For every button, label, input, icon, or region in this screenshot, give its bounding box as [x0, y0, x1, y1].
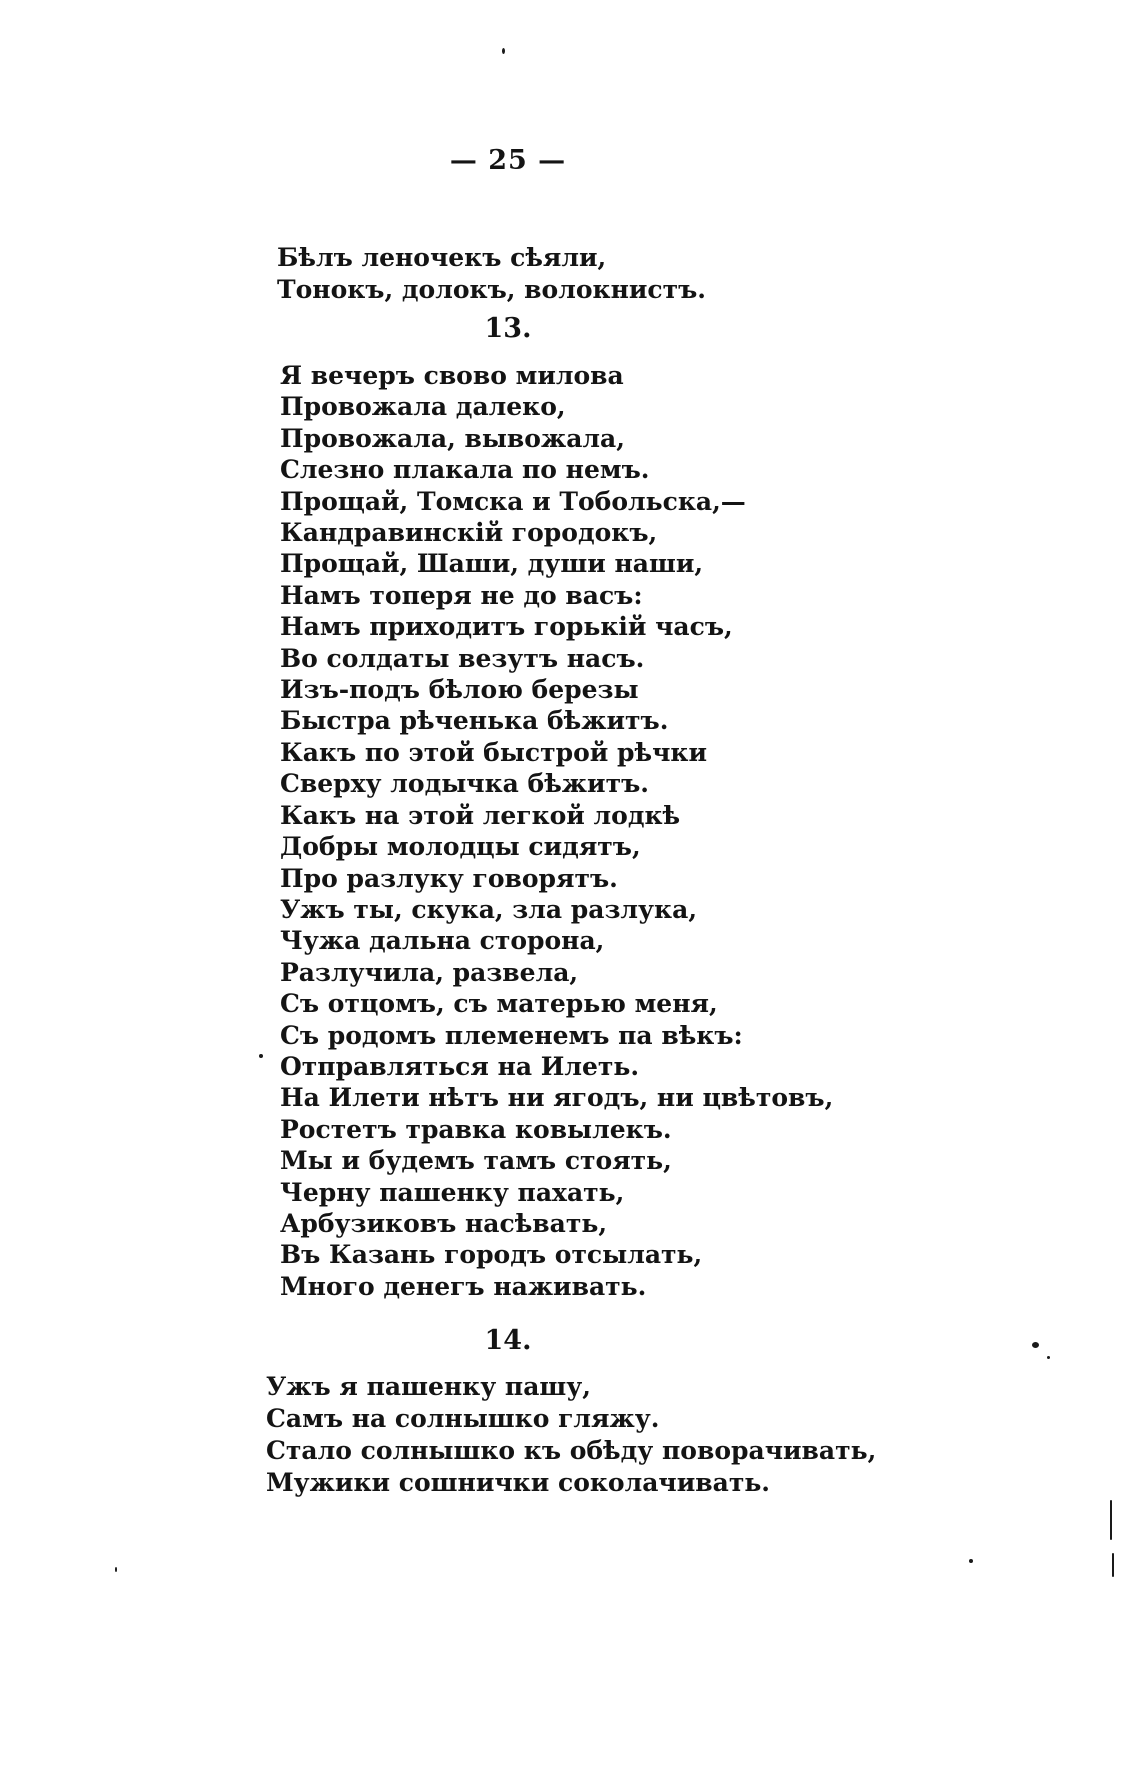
verse-line: Бѣлъ леночекъ сѣяли,: [277, 243, 607, 272]
verse-line: Какъ на этой легкой лодкѣ: [280, 800, 681, 830]
page-number: — 25 —: [449, 145, 567, 176]
verse-line: Добры молодцы сидятъ,: [280, 832, 641, 862]
scan-speck: [1110, 1500, 1112, 1540]
verse-line: Мы и будемъ тамъ стоять,: [280, 1146, 672, 1176]
verse-line: Ростетъ травка ковылекъ.: [280, 1114, 672, 1144]
verse-line: Чужа дальна сторона,: [280, 926, 605, 956]
verse-line: Про разлуку говорятъ.: [280, 863, 618, 893]
verse-line: Тонокъ, долокъ, волокнистъ.: [277, 275, 707, 304]
verse-line: Мужики сошнички соколачивать.: [266, 1468, 770, 1497]
verse-line: Прощай, Томска и Тобольска,—: [280, 486, 746, 516]
verse-line: Прощай, Шаши, души наши,: [280, 549, 704, 579]
verse-line: Много денегъ наживать.: [280, 1271, 647, 1301]
verse-line: Сверху лодычка бѣжитъ.: [280, 769, 649, 799]
verse-14: [266, 1371, 876, 1499]
scan-speck: [115, 1567, 117, 1572]
scan-speck: [259, 1054, 263, 1058]
verse-13: [280, 360, 833, 1302]
verse-line: Самъ на солнышко гляжу.: [266, 1404, 660, 1433]
verse-line: Какъ по этой быстрой рѣчки: [280, 737, 707, 767]
verse-line: Кандравинскій городокъ,: [280, 518, 658, 548]
verse-line: Провожала, вывожала,: [280, 423, 625, 453]
verse-line: Арбузиковъ насѣвать,: [280, 1208, 608, 1238]
verse-continuation: [277, 242, 706, 306]
verse-line: Быстра рѣченька бѣжитъ.: [280, 706, 669, 736]
verse-line: Разлучила, развела,: [280, 957, 579, 987]
verse-line: Отправляться на Илеть.: [280, 1051, 640, 1081]
verse-line: Намъ топеря не до васъ:: [280, 580, 643, 610]
scan-speck: [969, 1559, 973, 1563]
verse-line: Во солдаты везутъ насъ.: [280, 643, 645, 673]
verse-line: Провожала далеко,: [280, 392, 566, 422]
verse-line: Черну пашенку пахать,: [280, 1177, 625, 1207]
verse-line: Я вечеръ свово милова: [280, 361, 624, 390]
verse-line: Въ Казань городъ отсылать,: [280, 1240, 703, 1270]
verse-line: На Илети нѣтъ ни ягодъ, ни цвѣтовъ,: [280, 1083, 834, 1113]
verse-line: Изъ-подъ бѣлою березы: [280, 675, 639, 705]
verse-line: Намъ приходитъ горькій часъ,: [280, 612, 733, 642]
verse-line: Слезно плакала по немъ.: [280, 455, 650, 485]
scan-speck: [1047, 1356, 1050, 1359]
verse-number-14: 14.: [484, 1325, 532, 1356]
verse-line: Ужъ я пашенку пашу,: [266, 1372, 591, 1401]
scan-speck: [1112, 1553, 1114, 1577]
scan-speck: [502, 48, 505, 54]
verse-line: Съ отцомъ, съ матерью меня,: [280, 989, 718, 1019]
verse-line: Стало солнышко къ обѣду поворачивать,: [266, 1436, 877, 1465]
scan-speck: [1032, 1342, 1039, 1348]
verse-line: Ужъ ты, скука, зла разлука,: [280, 894, 698, 924]
verse-number-13: 13.: [484, 313, 532, 344]
verse-line: Съ родомъ племенемъ па вѣкъ:: [280, 1020, 743, 1050]
